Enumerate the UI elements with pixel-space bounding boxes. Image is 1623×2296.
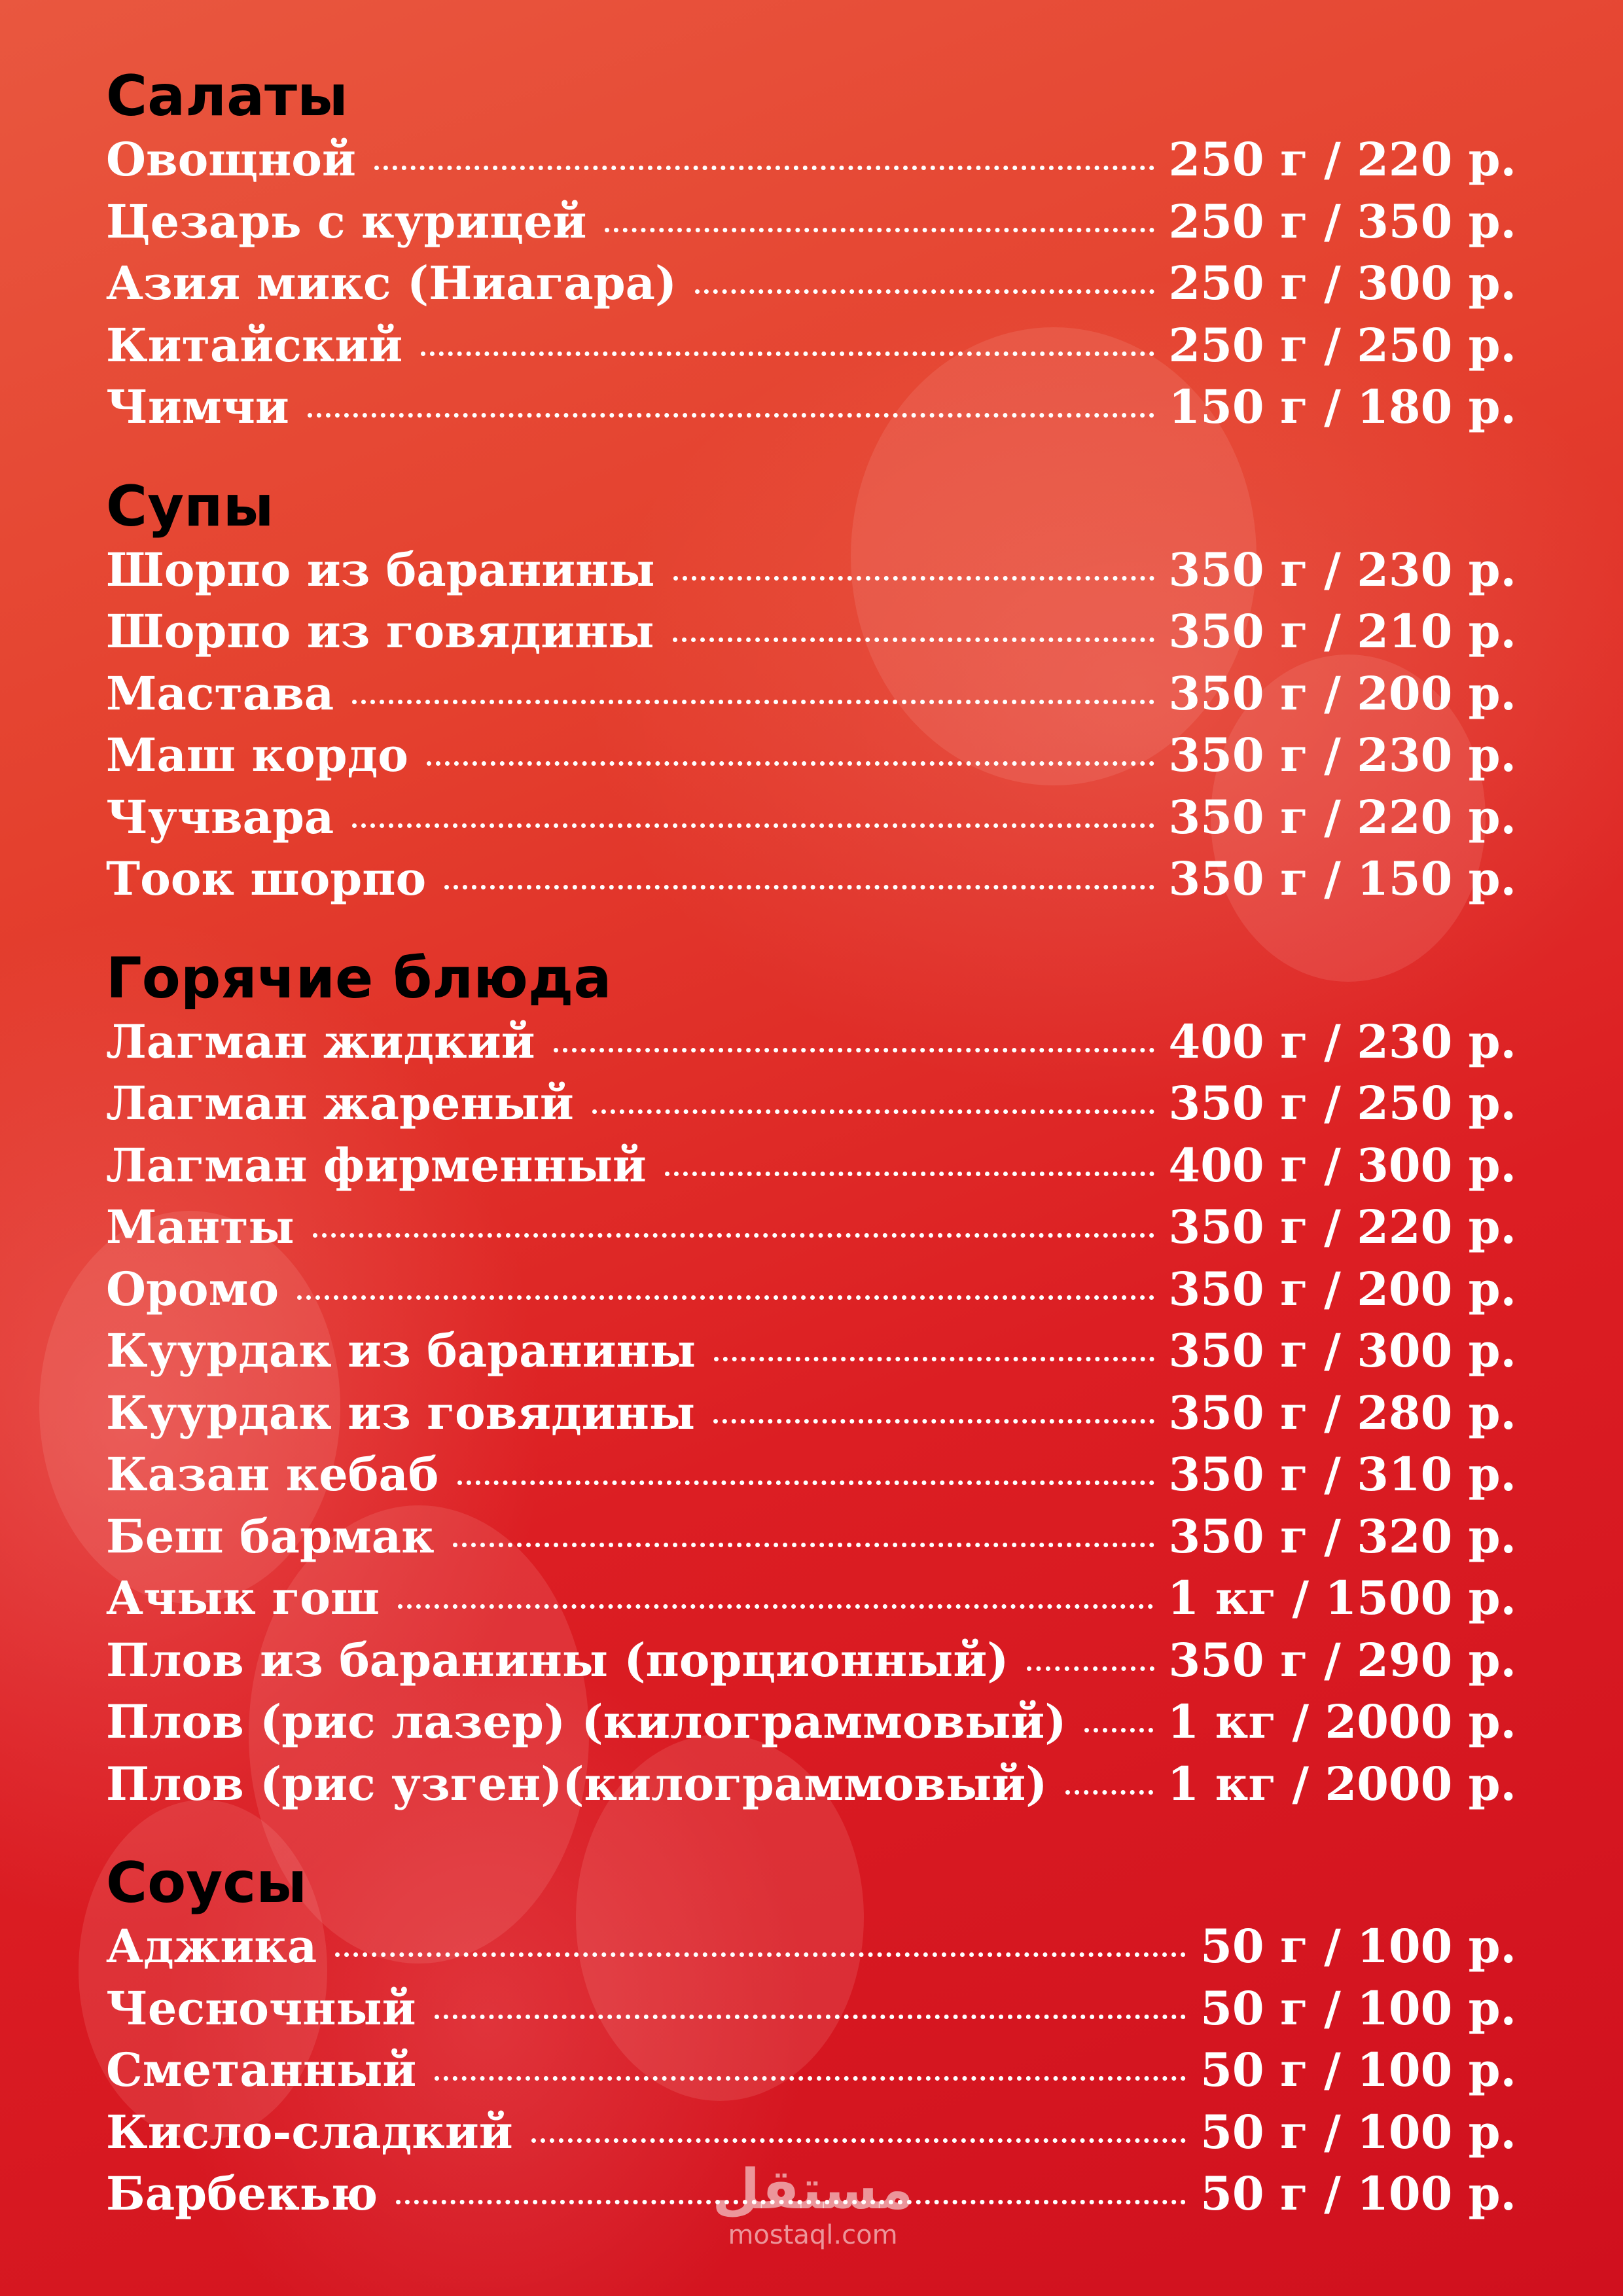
item-price: 350 г / 200 р. (1168, 1261, 1516, 1316)
menu-item (106, 1447, 1516, 1509)
item-name: Оромо (106, 1261, 279, 1316)
section-title: Салаты (106, 63, 348, 129)
item-price: 50 г / 100 р. (1200, 2043, 1516, 2097)
section-title: Соусы (106, 1850, 308, 1916)
item-name: Ачык гош (106, 1571, 380, 1625)
dot-leader (335, 1952, 1186, 1957)
menu-item (106, 256, 1516, 318)
item-name: Казан кебаб (106, 1447, 439, 1501)
dot-leader (352, 823, 1154, 828)
item-price: 350 г / 250 р. (1168, 1076, 1516, 1130)
item-name: Шорпо из говядины (106, 604, 654, 658)
watermark-url: mostaql.com (728, 2220, 898, 2250)
item-price: 400 г / 230 р. (1168, 1014, 1516, 1069)
item-name: Китайский (106, 317, 403, 372)
menu-item (106, 604, 1516, 666)
item-name: Азия микс (Ниагара) (106, 256, 677, 310)
section-hot-dishes (106, 942, 1516, 1819)
menu-item (106, 132, 1516, 194)
dot-leader (1065, 1790, 1152, 1795)
item-price: 50 г / 100 р. (1200, 1919, 1516, 1973)
section-soups (106, 471, 1516, 914)
menu-item (106, 1138, 1516, 1200)
dot-leader (435, 2076, 1186, 2081)
dot-leader (444, 885, 1154, 889)
dot-leader (308, 413, 1154, 418)
item-name: Цезарь с курицей (106, 194, 587, 249)
item-name: Шорпо из баранины (106, 542, 655, 597)
menu-item (106, 1014, 1516, 1077)
item-price: 400 г / 300 р. (1168, 1138, 1516, 1193)
menu-item (106, 728, 1516, 790)
item-name: Куурдак из говядины (106, 1385, 696, 1440)
item-price: 350 г / 220 р. (1168, 789, 1516, 844)
dot-leader (673, 576, 1154, 581)
menu-item (106, 1695, 1516, 1757)
item-name: Чучвара (106, 789, 334, 844)
item-name: Беш бармак (106, 1509, 435, 1564)
menu-item (106, 1757, 1516, 1819)
dot-leader (673, 637, 1154, 642)
menu-item (106, 380, 1516, 442)
dot-leader (435, 2015, 1186, 2019)
item-price: 1 кг / 1500 р. (1167, 1571, 1516, 1625)
item-price: 350 г / 280 р. (1168, 1385, 1516, 1440)
menu-item (106, 1076, 1516, 1138)
item-name: Лагман жареный (106, 1076, 574, 1130)
item-name: Лагман фирменный (106, 1138, 647, 1193)
item-name: Манты (106, 1200, 294, 1254)
item-price: 350 г / 320 р. (1168, 1509, 1516, 1564)
dot-leader (313, 1233, 1154, 1238)
item-name: Сметанный (106, 2043, 417, 2097)
dot-leader (665, 1172, 1154, 1176)
item-price: 250 г / 220 р. (1168, 132, 1516, 187)
item-name: Плов (рис узген)(килограммовый) (106, 1756, 1048, 1811)
dot-leader (352, 700, 1154, 704)
menu (106, 60, 1516, 2257)
dot-leader (531, 2138, 1186, 2143)
item-price: 1 кг / 2000 р. (1167, 1695, 1516, 1749)
dot-leader (421, 351, 1154, 356)
menu-item (106, 1509, 1516, 1571)
menu-item (106, 1386, 1516, 1448)
menu-item (106, 1323, 1516, 1386)
item-price: 250 г / 300 р. (1168, 256, 1516, 310)
dot-leader (605, 228, 1154, 232)
item-name: Лагман жидкий (106, 1014, 535, 1069)
watermark-logo: مستقل (712, 2157, 914, 2221)
menu-item (106, 1919, 1516, 1981)
item-name: Чесночный (106, 1981, 416, 2036)
menu-item (106, 1981, 1516, 2043)
item-name: Овощной (106, 132, 356, 187)
dot-leader (713, 1419, 1154, 1424)
item-price: 350 г / 310 р. (1168, 1447, 1516, 1501)
dot-leader (453, 1543, 1154, 1547)
item-name: Маш кордо (106, 728, 408, 782)
dot-leader (427, 761, 1154, 766)
item-price: 350 г / 230 р. (1168, 542, 1516, 597)
menu-item (106, 790, 1516, 852)
dot-leader (714, 1357, 1154, 1361)
item-price: 350 г / 210 р. (1168, 604, 1516, 658)
section-title: Супы (106, 473, 274, 539)
section-salads (106, 60, 1516, 442)
dot-leader (398, 1604, 1153, 1609)
menu-item (106, 852, 1516, 914)
item-name: Чимчи (106, 380, 289, 434)
item-price: 250 г / 350 р. (1168, 194, 1516, 249)
menu-item (106, 1200, 1516, 1262)
item-list (106, 132, 1516, 442)
dot-leader (374, 166, 1154, 170)
item-price: 350 г / 150 р. (1168, 852, 1516, 906)
watermark (708, 2157, 918, 2251)
dot-leader (592, 1109, 1154, 1114)
menu-item (106, 194, 1516, 257)
menu-item (106, 1262, 1516, 1324)
item-price: 250 г / 250 р. (1168, 317, 1516, 372)
item-name: Мастава (106, 666, 334, 721)
menu-item (106, 1633, 1516, 1695)
item-price: 350 г / 200 р. (1168, 666, 1516, 721)
menu-item (106, 666, 1516, 728)
menu-item (106, 318, 1516, 380)
menu-item (106, 2043, 1516, 2105)
item-price: 350 г / 230 р. (1168, 728, 1516, 782)
item-price: 1 кг / 2000 р. (1167, 1756, 1516, 1811)
dot-leader (297, 1295, 1154, 1300)
dot-leader (1027, 1666, 1154, 1671)
menu-item (106, 1571, 1516, 1633)
item-price: 50 г / 100 р. (1200, 1981, 1516, 2036)
menu-item (106, 543, 1516, 605)
item-price: 150 г / 180 р. (1168, 380, 1516, 434)
dot-leader (1084, 1728, 1152, 1732)
item-name: Аджика (106, 1919, 317, 1973)
item-name: Барбекью (106, 2166, 378, 2221)
item-name: Куурдак из баранины (106, 1323, 696, 1378)
item-name: Тоок шорпо (106, 852, 427, 906)
item-price: 350 г / 300 р. (1168, 1323, 1516, 1378)
dot-leader (457, 1480, 1154, 1485)
dot-leader (695, 289, 1154, 294)
item-list (106, 543, 1516, 914)
item-name: Плов из баранины (порционный) (106, 1632, 1009, 1687)
item-price: 350 г / 220 р. (1168, 1200, 1516, 1254)
item-name: Кисло-сладкий (106, 2104, 513, 2159)
item-name: Плов (рис лазер) (килограммовый) (106, 1695, 1067, 1749)
item-list (106, 1014, 1516, 1819)
section-title: Горячие блюда (106, 945, 612, 1011)
item-price: 350 г / 290 р. (1168, 1632, 1516, 1687)
item-price: 50 г / 100 р. (1200, 2104, 1516, 2159)
dot-leader (554, 1048, 1154, 1052)
item-price: 50 г / 100 р. (1200, 2166, 1516, 2221)
